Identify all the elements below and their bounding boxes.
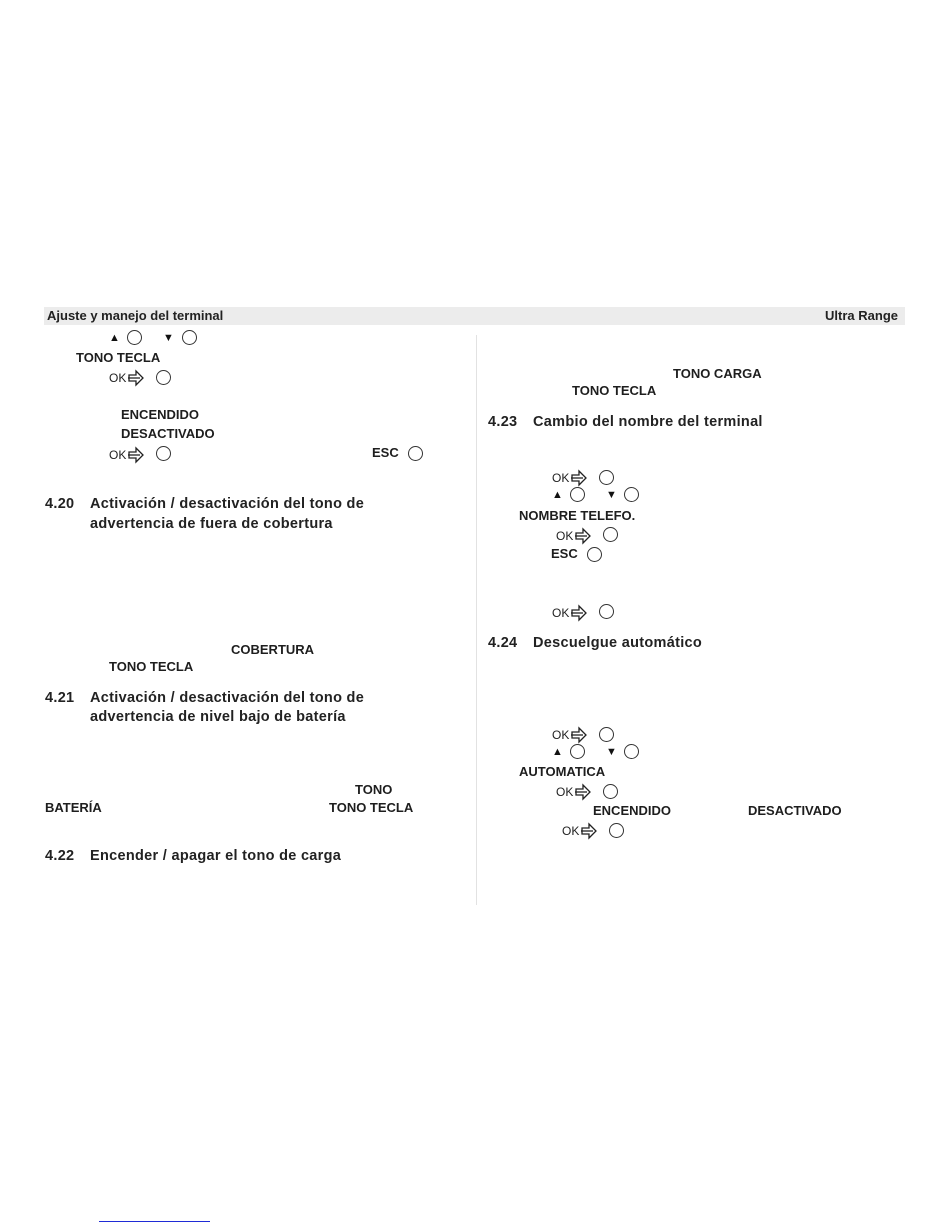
ok-button-circle-icon (599, 727, 614, 742)
down-arrow-icon: ▼ (163, 332, 174, 344)
section-heading-4-21-cont: advertencia de nivel bajo de batería (90, 709, 346, 725)
ok-key-icon: OK (556, 783, 596, 801)
menu-label-tono-carga: TONO CARGA (673, 366, 762, 381)
section-heading-4-20: 4.20 Activación / desactivación del tono de (45, 496, 365, 512)
menu-label-tono-tecla: TONO TECLA (572, 383, 657, 398)
menu-label-bateria: BATERÍA (45, 800, 102, 815)
section-heading-4-23: 4.23 Cambio del nombre del terminal (488, 414, 763, 430)
ok-key-icon: OK (552, 604, 592, 622)
menu-label-nombre-telefo: NOMBRE TELEFO. (519, 508, 636, 523)
down-key-icon (624, 744, 639, 759)
menu-label-tono-tecla: TONO TECLA (76, 350, 161, 365)
up-key-icon (570, 487, 585, 502)
ok-button-circle-icon (156, 446, 171, 461)
esc-key-label: ESC (372, 445, 399, 460)
option-encendido: ENCENDIDO (121, 407, 200, 422)
ok-button-circle-icon (603, 527, 618, 542)
down-key-icon (624, 487, 639, 502)
menu-label-tono-tecla: TONO TECLA (329, 800, 414, 815)
ok-button-circle-icon (156, 370, 171, 385)
menu-label-tono-tecla: TONO TECLA (109, 659, 194, 674)
column-divider (476, 335, 477, 905)
ok-key-icon: OK (109, 446, 149, 464)
up-key-icon (127, 330, 142, 345)
page-header (44, 307, 905, 325)
up-arrow-icon: ▲ (552, 746, 563, 758)
section-heading-4-22: 4.22 Encender / apagar el tono de carga (45, 848, 342, 864)
option-encendido: ENCENDIDO (593, 803, 672, 818)
header-section-title: Ajuste y manejo del terminal (47, 308, 224, 323)
ok-button-circle-icon (603, 784, 618, 799)
esc-key-label: ESC (551, 546, 578, 561)
ok-key-icon: OK (562, 822, 602, 840)
esc-button-circle-icon (408, 446, 423, 461)
up-arrow-icon: ▲ (109, 332, 120, 344)
ok-key-icon: OK (552, 726, 592, 744)
menu-label-tono: TONO (355, 782, 393, 797)
ok-button-circle-icon (599, 604, 614, 619)
ok-key-icon: OK (556, 527, 596, 545)
menu-label-cobertura: COBERTURA (231, 642, 315, 657)
section-heading-4-21: 4.21 Activación / desactivación del tono de (45, 690, 365, 706)
down-arrow-icon: ▼ (606, 489, 617, 501)
option-desactivado: DESACTIVADO (748, 803, 842, 818)
down-arrow-icon: ▼ (606, 746, 617, 758)
up-key-icon (570, 744, 585, 759)
footer-rule (99, 1221, 210, 1222)
up-arrow-icon: ▲ (552, 489, 563, 501)
header-product-name: Ultra Range (825, 308, 898, 323)
menu-label-automatica: AUTOMATICA (519, 764, 606, 779)
ok-button-circle-icon (599, 470, 614, 485)
section-heading-4-24: 4.24 Descuelgue automático (488, 635, 703, 651)
option-desactivado: DESACTIVADO (121, 426, 215, 441)
down-key-icon (182, 330, 197, 345)
ok-key-icon: OK (552, 469, 592, 487)
ok-button-circle-icon (609, 823, 624, 838)
esc-button-circle-icon (587, 547, 602, 562)
ok-key-icon: OK (109, 369, 149, 387)
section-heading-4-20-cont: advertencia de fuera de cobertura (90, 516, 333, 532)
